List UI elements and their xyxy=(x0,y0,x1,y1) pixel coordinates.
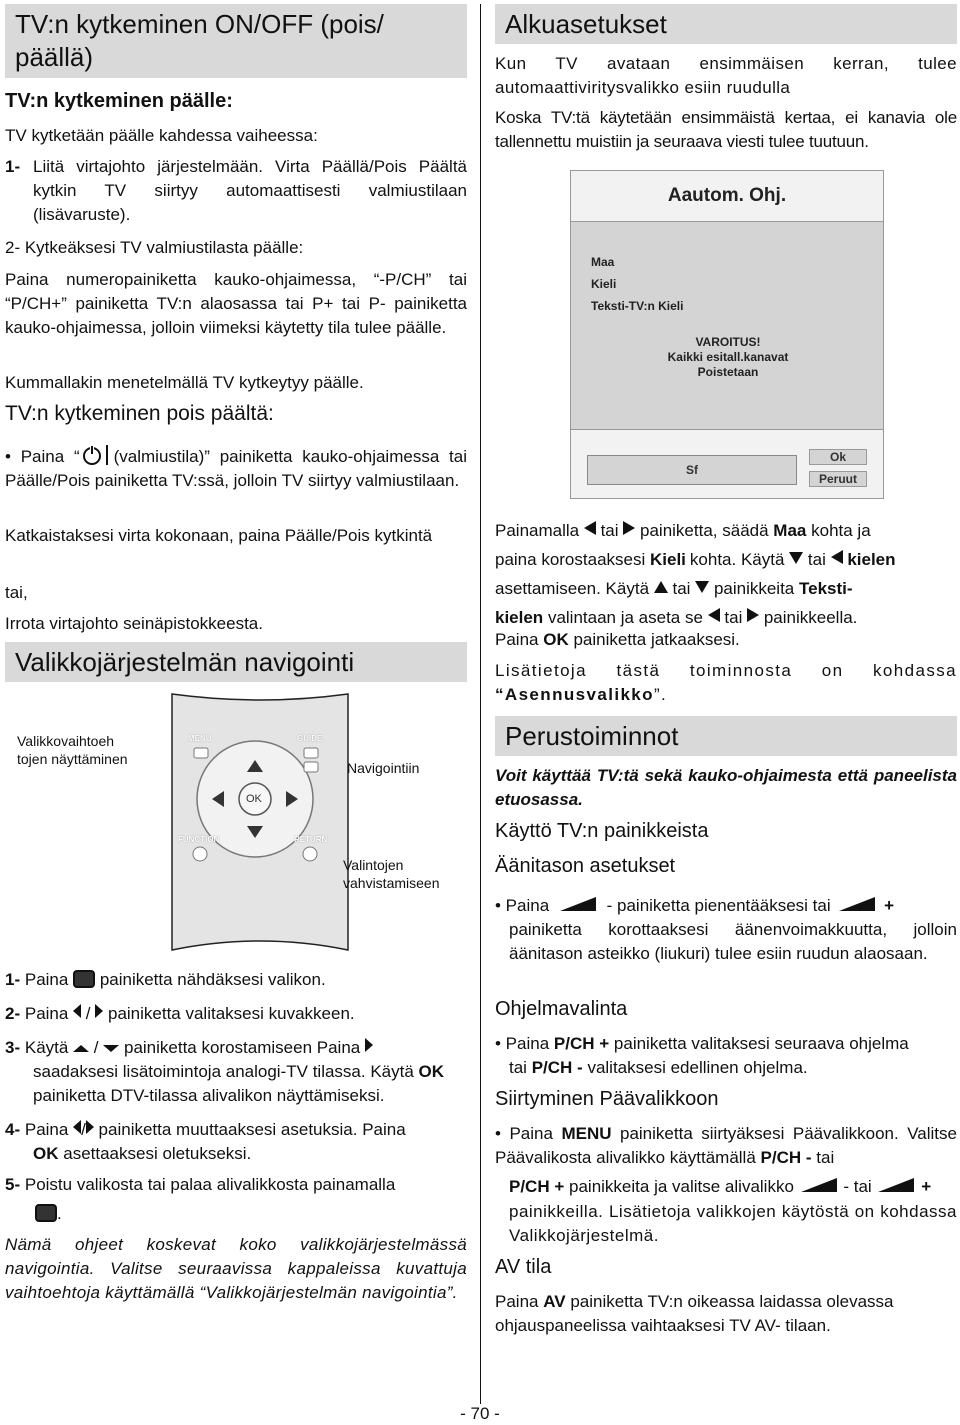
p4a: paina korostaaksesi xyxy=(495,550,646,569)
prog-c: tai xyxy=(509,1058,527,1077)
nav-step3-ok: OK xyxy=(418,1062,445,1081)
instr-line3 xyxy=(495,574,957,603)
p3a: Painamalla xyxy=(495,521,580,540)
vol-a: • Paina xyxy=(495,896,550,915)
down-arrow-icon xyxy=(789,552,803,564)
p4-kieli: Kieli xyxy=(650,550,686,569)
nav-step5 xyxy=(5,1173,467,1197)
remote-body xyxy=(170,692,350,952)
main-a: • Paina xyxy=(495,1124,553,1143)
off-text-a: • Paina “ xyxy=(5,447,80,466)
nav-step1-b: painiketta nähdäksesi valikon. xyxy=(99,970,326,989)
function-button-label: FUNCTION xyxy=(178,835,220,844)
main-menu-paragraph xyxy=(495,1122,957,1170)
heading-tv-on: TV:n kytkeminen päälle: xyxy=(5,90,233,112)
p8-ref: “Asennusvalikko xyxy=(495,685,654,704)
prog-d: valitaksesi edellinen ohjelma. xyxy=(587,1058,808,1077)
nav-step4-c: asettaaksesi oletukseksi. xyxy=(63,1144,252,1163)
on-intro: TV kytketään päälle kahdessa vaiheessa: xyxy=(5,126,318,145)
guide-button-label: GUIDE xyxy=(297,734,323,743)
nav-step3-b: painiketta korostamiseen Paina xyxy=(123,1038,361,1057)
main-plus: + xyxy=(921,1177,932,1196)
right-arrow-icon xyxy=(365,1038,373,1052)
callout-show-menu: Valikkovaihtoeh tojen näyttäminen xyxy=(17,733,128,767)
p5a: asettamiseen. Käytä xyxy=(495,579,650,598)
more-info xyxy=(495,659,957,707)
search-field-sf[interactable]: Sf xyxy=(587,455,797,485)
p3-maa: Maa xyxy=(773,521,807,540)
av-b: AV xyxy=(543,1292,566,1311)
power-icon xyxy=(80,444,114,466)
menu-warning xyxy=(571,335,885,380)
prog-pch-plus: P/CH + xyxy=(553,1034,610,1053)
auto-program-menu xyxy=(570,170,884,498)
main-menu-paragraph-line3 xyxy=(509,1175,957,1199)
right-arrow-icon xyxy=(623,521,635,535)
main-menu-paragraph-cont: painikkeilla. Lisätietoja valikkojen käytöstä on kohdassa Valikkojärjestelmä. xyxy=(509,1202,957,1245)
right-arrow-icon xyxy=(86,1120,94,1134)
step2-heading: 2- Kytkeäksesi TV valmiustilasta päälle: xyxy=(5,238,304,257)
nav-step4-cont xyxy=(33,1142,467,1166)
p5b: tai xyxy=(672,579,691,598)
program-paragraph xyxy=(495,1032,957,1056)
nav-step4-number: 4- xyxy=(5,1120,21,1139)
nav-step2-number: 2- xyxy=(5,1004,21,1023)
nav-step3-number: 3- xyxy=(5,1038,21,1057)
nav-step2-b: painiketta valitaksesi kuvakkeen. xyxy=(107,1004,355,1023)
section-heading-initial-settings: Alkuasetukset xyxy=(495,4,957,44)
callout-confirm: Valintojen vahvistamiseen xyxy=(343,857,440,891)
main-e: - tai xyxy=(843,1177,872,1196)
main-menu: MENU xyxy=(561,1124,612,1143)
volume-paragraph-cont: painiketta korottaaksesi äänenvoimakkuutta, jolloin äänitason asteikko (liukuri) tulee esiin ruudun alaosaan. xyxy=(509,920,957,963)
left-arrow-icon xyxy=(708,608,720,622)
left-arrow-icon xyxy=(584,521,596,535)
nav-step3-cont xyxy=(33,1060,467,1108)
prog-pch-minus: P/CH - xyxy=(531,1058,583,1077)
nav-step1-number: 1- xyxy=(5,970,21,989)
cut-power: Katkaistaksesi virta kokonaan, paina Päälle/Pois kytkintä xyxy=(5,526,433,545)
nav-step4-a: Paina xyxy=(24,1120,69,1139)
country-language-instructions xyxy=(495,516,957,632)
warning-line2: Kaikki esitall.kanavat xyxy=(667,350,789,364)
heading-main-menu: Siirtyminen Päävalikkoon xyxy=(495,1088,719,1110)
left-arrow-icon xyxy=(73,1004,81,1018)
p5-teksti: Teksti- xyxy=(799,579,853,598)
section-heading-navigation: Valikkojärjestelmän navigointi xyxy=(5,642,467,682)
off-text-b: (valmiustila)” painiketta kauko-ohjaimessa tai Päälle/Pois painiketta TV:ssä, jolloin TV siirtyy valmiustilaan. xyxy=(5,447,467,490)
p7-ok: OK xyxy=(543,630,569,649)
main-b: painiketta siirtyäksesi Päävalikkoon. Valitse Päävalikosta alivalikko käyttämällä xyxy=(495,1124,957,1167)
p5c: painikkeita xyxy=(713,579,795,598)
volume-ramp-icon xyxy=(839,896,875,912)
section-heading-basic-ops: Perustoiminnot xyxy=(495,716,957,756)
left-arrow-icon xyxy=(831,550,843,564)
heading-av: AV tila xyxy=(495,1256,552,1278)
av-paragraph xyxy=(495,1290,957,1338)
nav-step4-b: painiketta muuttaaksesi asetuksia. Paina xyxy=(98,1120,406,1139)
nav-step3-c: saadaksesi lisätoimintoja analogi-TV tilassa. Käytä xyxy=(33,1062,414,1081)
nav-step2: 2- Paina / painiketta valitaksesi kuvakkeen. xyxy=(5,1004,355,1023)
or-text: tai, xyxy=(5,583,28,602)
p7a: Paina xyxy=(495,630,539,649)
p4b: kohta. Käytä xyxy=(689,550,785,569)
menu-footer xyxy=(570,429,884,499)
column-divider xyxy=(480,4,481,1404)
remote-diagram xyxy=(170,692,350,952)
main-d: painikkeita ja valitse alivalikko xyxy=(569,1177,794,1196)
av-c: painiketta TV:n oikeassa laidassa olevassa ohjauspaneelissa vaihtaaksesi TV AV- tilaan. xyxy=(495,1292,894,1335)
callout-navigation: Navigointiin xyxy=(347,760,420,776)
either-method: Kummallakin menetelmällä TV kytkeytyy päälle. xyxy=(5,373,364,392)
nav-step3-a: Käytä xyxy=(24,1038,69,1057)
p7b: painiketta jatkaaksesi. xyxy=(573,630,740,649)
instr-line2 xyxy=(495,545,957,574)
press-ok-line xyxy=(495,628,957,652)
step2-body: Paina numeropainiketta kauko-ohjaimessa, “-P/CH” tai “P/CH+” painiketta TV:n alaosassa tai P+ tai P- painiketta kauko-ohjaimessa, jolloin viimeksi käytetty tila tulee päälle. xyxy=(5,270,467,337)
down-arrow-icon xyxy=(103,1045,119,1052)
section-heading-tv-on-off: TV:n kytkeminen ON/OFF (pois/ päällä) xyxy=(5,4,467,78)
ok-button-label: OK xyxy=(246,793,262,805)
p3c: painiketta, säädä xyxy=(640,521,769,540)
cancel-button[interactable]: Peruut xyxy=(809,471,867,487)
heading-volume: Äänitason asetukset xyxy=(495,855,676,877)
menu-title: Aautom. Ohj. xyxy=(570,170,884,222)
volume-ramp-icon xyxy=(801,1177,837,1193)
nav-step5-icon-row: . xyxy=(35,1202,62,1226)
navigation-note: Nämä ohjeet koskevat koko valikkojärjestelmässä navigointia. Valitse seuraavissa kappaleissa kuvattuja vaihtoehtoja käyttämällä “Valikkojärjestelmän navigointia”. xyxy=(5,1235,467,1302)
prog-a: • Paina xyxy=(495,1034,550,1053)
step1-text xyxy=(33,155,467,227)
p6b: tai xyxy=(724,608,743,627)
right-arrow-icon xyxy=(747,608,759,622)
down-arrow-icon xyxy=(695,581,709,593)
nav-step2-a: Paina xyxy=(24,1004,69,1023)
basic-intro: Voit käyttää TV:tä sekä kauko-ohjaimesta että paneelista etuosassa. xyxy=(495,766,957,809)
program-paragraph-cont xyxy=(509,1056,957,1080)
step1-body: Liitä virtajohto järjestelmään. Virta Päällä/Pois Päältä kytkin TV siirtyy automaattisesti valmiustilaan (lisävaruste). xyxy=(33,157,467,224)
ok-button[interactable]: Ok xyxy=(809,449,867,465)
menu-item-language[interactable]: Kieli xyxy=(591,277,617,291)
warning-line1: VAROITUS! xyxy=(695,335,761,349)
p4-kielen: kielen xyxy=(847,550,896,569)
volume-paragraph xyxy=(495,894,957,918)
volume-ramp-icon xyxy=(878,1177,914,1193)
nav-step3-d: painiketta DTV-tilassa alivalikon näyttämiseksi. xyxy=(33,1086,385,1105)
instr-line1 xyxy=(495,516,957,545)
left-arrow-icon xyxy=(73,1120,81,1134)
heading-program: Ohjelmavalinta xyxy=(495,998,628,1020)
p4c: tai xyxy=(807,550,826,569)
p6a: valintaan ja aseta se xyxy=(547,608,703,627)
nav-step5-a: Poistu valikosta tai palaa alivalikkosta painamalla xyxy=(24,1175,396,1194)
up-arrow-icon xyxy=(73,1045,89,1052)
unplug-text: Irrota virtajohto seinäpistokkeesta. xyxy=(5,614,263,633)
menu-button-icon xyxy=(35,1204,57,1222)
menu-item-country[interactable]: Maa xyxy=(591,255,615,269)
page-number: - 70 - xyxy=(460,1404,500,1423)
right-arrow-icon xyxy=(95,1004,103,1018)
off-paragraph xyxy=(5,444,467,493)
p6-kielen: kielen xyxy=(495,608,544,627)
main-pch-minus: P/CH - xyxy=(760,1148,812,1167)
p8-end: ”. xyxy=(653,685,668,704)
vol-plus: + xyxy=(884,896,895,915)
volume-ramp-icon xyxy=(560,896,596,912)
av-a: Paina xyxy=(495,1292,539,1311)
vol-b: - painiketta pienentääksesi tai xyxy=(606,896,831,915)
p3b: tai xyxy=(600,521,619,540)
nav-step4-ok: OK xyxy=(33,1144,59,1163)
menu-item-teletext-language[interactable]: Teksti-TV:n Kieli xyxy=(591,299,684,313)
nav-step4: 4- Paina / painiketta muuttaaksesi asetuksia. Paina xyxy=(5,1120,406,1139)
nav-step1 xyxy=(5,968,467,992)
initial-p2: Koska TV:tä käytetään ensimmäistä kertaa, ei kanavia ole tallennettu muistiin ja seuraava viesti tulee tuutuun. xyxy=(495,108,957,151)
nav-step3: 3- Käytä / painiketta korostamiseen Paina xyxy=(5,1036,467,1060)
main-pch-plus: P/CH + xyxy=(509,1177,565,1196)
heading-tv-buttons: Käyttö TV:n painikkeista xyxy=(495,820,709,842)
nav-step5-number: 5- xyxy=(5,1175,21,1194)
heading-tv-off: TV:n kytkeminen pois päältä: xyxy=(5,402,274,425)
up-arrow-icon xyxy=(654,581,668,593)
main-c: tai xyxy=(816,1148,835,1167)
menu-button-label: MENU xyxy=(188,734,212,743)
nav-step1-a: Paina xyxy=(24,970,69,989)
menu-button-icon xyxy=(73,970,95,988)
step1-number: 1- xyxy=(5,157,21,176)
prog-b: painiketta valitaksesi seuraava ohjelma xyxy=(613,1034,909,1053)
p6c: painikkeella. xyxy=(763,608,858,627)
initial-p1: Kun TV avataan ensimmäisen kerran, tulee automaattiviritysvalikko esiin ruudulla xyxy=(495,54,957,97)
warning-line3: Poistetaan xyxy=(697,365,759,379)
p8a: Lisätietoja tästä toiminnosta on kohdassa xyxy=(495,661,957,680)
return-button-label: RETURN xyxy=(294,835,328,844)
p3d: kohta ja xyxy=(811,521,871,540)
